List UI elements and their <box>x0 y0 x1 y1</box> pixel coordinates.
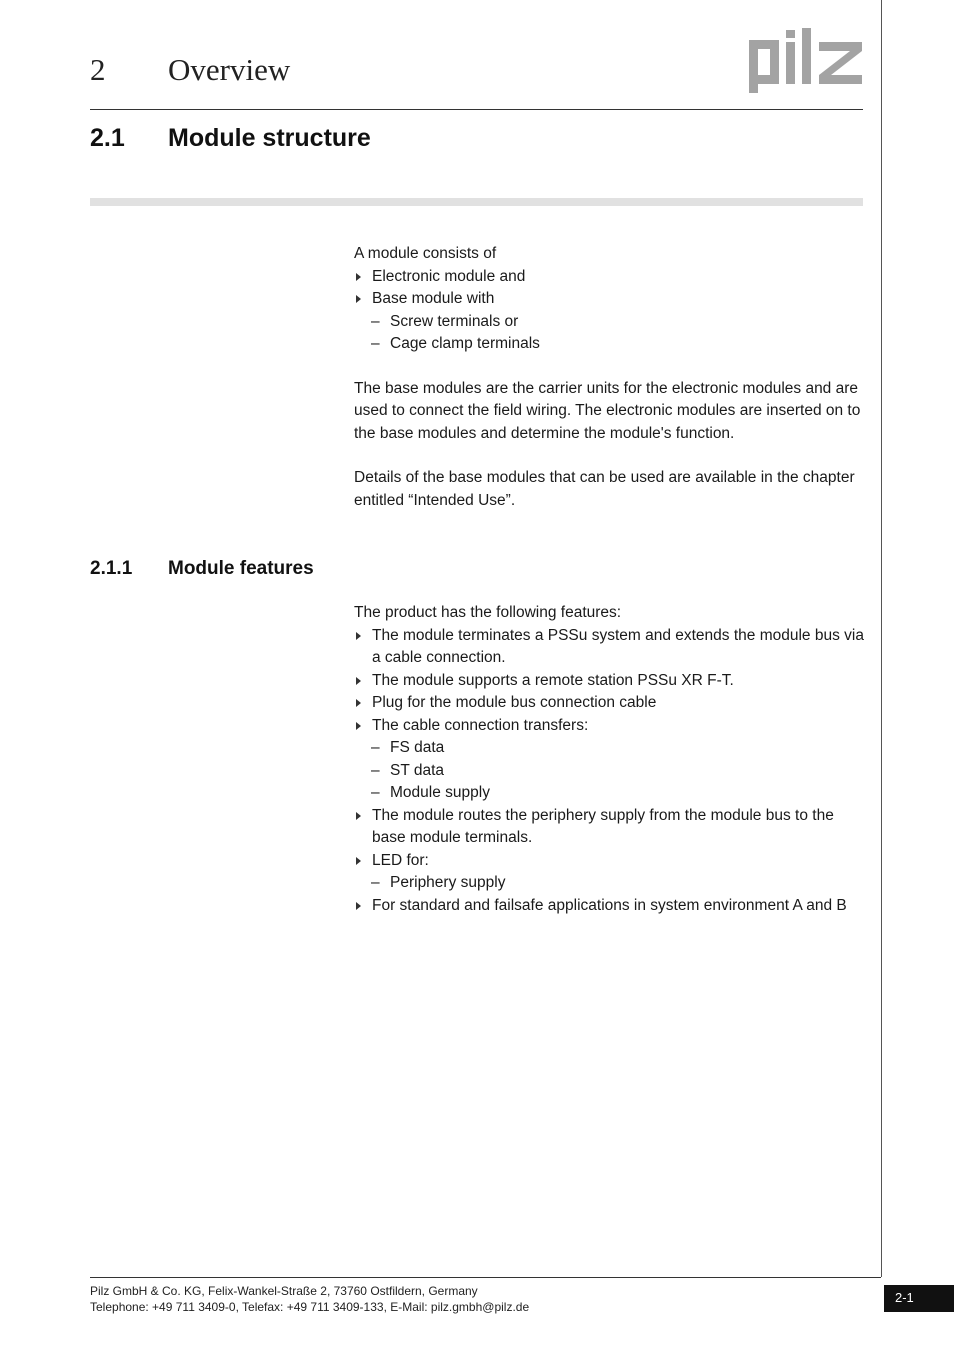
list-item <box>354 670 866 693</box>
list-item <box>354 625 866 670</box>
right-margin-rule <box>881 0 882 1277</box>
header-rule <box>90 109 863 110</box>
sub-list-item <box>354 737 866 760</box>
bullet-arrow-icon <box>356 295 361 303</box>
sub-list-item <box>354 872 866 895</box>
bullet-arrow-icon <box>356 857 361 865</box>
bullet-arrow-icon <box>356 722 361 730</box>
section-title: Module structure <box>168 124 371 152</box>
bullet-text: LED for: <box>372 851 429 869</box>
sub-item-text: Cage clamp terminals <box>390 335 540 352</box>
bullet-text: For standard and failsafe applications in system environment A and B <box>372 896 847 914</box>
footer-rule <box>90 1277 881 1278</box>
footer <box>90 1283 529 1315</box>
bullet-text: The module routes the periphery supply from the module bus to the base module terminals. <box>372 806 834 846</box>
page-number-tab <box>884 1285 954 1312</box>
list-item <box>354 692 866 715</box>
list-item <box>354 715 866 738</box>
features-text-block <box>354 602 866 917</box>
list-item <box>354 850 866 873</box>
sub-item-text: Module supply <box>390 784 490 801</box>
sub-list-item <box>354 782 866 805</box>
sub-list-item <box>354 333 866 356</box>
bullet-arrow-icon <box>356 632 361 640</box>
bullet-text: Electronic module and <box>372 267 526 285</box>
subsection-number: 2.1.1 <box>90 558 133 579</box>
bullet-arrow-icon <box>356 677 361 685</box>
list-item <box>354 288 866 311</box>
sub-item-text: FS data <box>390 739 445 756</box>
subsection-title: Module features <box>168 558 314 579</box>
sub-list-item <box>354 311 866 334</box>
chapter-number: 2 <box>90 52 106 87</box>
bullet-text: The module terminates a PSSu system and extends the module bus via a cable connection. <box>372 626 864 666</box>
intro-paragraph: The base modules are the carrier units for the electronic modules and are used to connect the field wiring. The electronic modules are inserted on to the base modules and determine the module's function. <box>354 379 861 442</box>
sub-item-text: Screw terminals or <box>390 312 519 330</box>
dash-marker: – <box>371 335 380 352</box>
bullet-arrow-icon <box>356 902 361 910</box>
dash-marker: – <box>371 761 380 779</box>
dash-marker: – <box>371 874 380 891</box>
bullet-text: The module supports a remote station PSSu XR F-T. <box>372 671 734 689</box>
sub-item-text: ST data <box>390 761 445 779</box>
section-divider-bar <box>90 198 863 206</box>
bullet-text: The cable connection transfers: <box>372 716 589 734</box>
dash-marker: – <box>371 739 380 756</box>
intro-lead: A module consists of <box>354 245 497 262</box>
list-item <box>354 266 866 289</box>
intro-paragraph: Details of the base modules that can be used are available in the chapter entitled “Intended Use”. <box>354 469 855 509</box>
features-lead: The product has the following features: <box>354 604 622 621</box>
bullet-text: Plug for the module bus connection cable <box>372 694 657 711</box>
list-item <box>354 895 866 918</box>
chapter-title: Overview <box>168 52 291 87</box>
sub-list-item <box>354 760 866 783</box>
footer-contact: Telephone: +49 711 3409-0, Telefax: +49 711 3409-133, E-Mail: pilz.gmbh@pilz.de <box>90 1300 530 1314</box>
list-item <box>354 805 866 850</box>
pilz-logo <box>748 28 864 94</box>
bullet-arrow-icon <box>356 699 361 707</box>
intro-text-block <box>354 243 866 512</box>
dash-marker: – <box>371 784 380 801</box>
section-number: 2.1 <box>90 124 125 152</box>
bullet-arrow-icon <box>356 273 361 281</box>
bullet-text: Base module with <box>372 290 495 307</box>
sub-item-text: Periphery supply <box>390 874 506 891</box>
dash-marker: – <box>371 312 380 330</box>
bullet-arrow-icon <box>356 812 361 820</box>
footer-address: Pilz GmbH & Co. KG, Felix-Wankel-Straße 2, 73760 Ostfildern, Germany <box>90 1284 478 1298</box>
page-number: 2-1 <box>895 1290 914 1305</box>
